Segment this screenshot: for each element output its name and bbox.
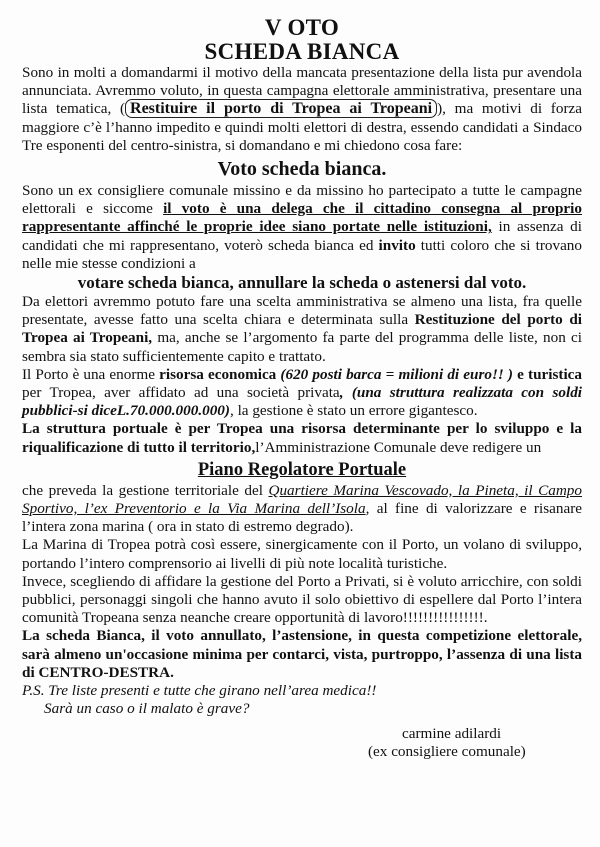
paragraph-gestione-territoriale xyxy=(22,482,582,537)
delega-underlined: il voto è una delega che il cittadino consegna al proprio rappresentante affinché le proprie idee siano portate nelle istituzioni, xyxy=(22,200,582,236)
paragraph-invece: Invece, scegliendo di affidare la gestione del Porto a Privati, si è voluto arricchire, con soldi pubblici, personaggi singoli che hanno avuto il solo obiettivo di espellere dal Porto l’intera comunità Tropeana senza neanche creare opportunità di lavoro!!!!!!!!!!!!!!!!. xyxy=(22,572,582,627)
title-line-2: SCHEDA BIANCA xyxy=(204,39,400,64)
missino-text-a: Sono un ex consigliere comunale missino e da missino ho partecipato a tutte le campagne elettorali e siccome xyxy=(22,182,582,218)
posti-barca-bold-italic: (620 posti barca = milioni di euro!! ) xyxy=(276,365,513,383)
turistica-bold: e turistica xyxy=(517,365,582,383)
missino-text-b: in assenza di candidati che mi rappresentano, voterò scheda bianca ed xyxy=(22,218,582,254)
boxed-list-name: Restituire il porto di Tropea ai Tropeani xyxy=(125,99,437,118)
porto-text-a: Il Porto è una enorme xyxy=(22,365,160,383)
heading-piano-regolatore: Piano Regolatore Portuale xyxy=(197,459,407,480)
struttura-bold-italic: , (una struttura realizzata con soldi pubblici-si diceL.70.000.000.000) xyxy=(22,384,583,420)
restituzione-bold: Restituzione del porto di Tropea ai Tropeani, xyxy=(22,311,582,347)
quartiere-italic-underlined: Quartiere Marina Vescovado, la Pineta, il Campo Sportivo, l’ex Preventorio e la Via Marina dell’Isola xyxy=(22,481,582,518)
paragraph-scheda-bianca-conclusion: La scheda Bianca, il voto annullato, l’astensione, in questa competizione elettorale, sarà almeno un'occasione minima per contarci, vista, purtroppo, l’assenza di una lista di CENTRO-DESTRA. xyxy=(22,627,582,681)
paragraph-marina: La Marina di Tropea potrà così essere, sinergicamente con il Porto, un volano di sviluppo, portando l’intero comprensorio ai livelli di più note località turistiche. xyxy=(22,536,582,572)
postscript-line-1: P.S. Tre liste presenti e tutte che girano nell’area medica!! xyxy=(22,682,377,700)
missino-text-c: tutti coloro che si trovano nelle mie stesse condizioni a xyxy=(22,236,582,272)
elettori-text-b: ma, anche se l’argomento fa parte del programma delle liste, non ci sembra sia stato sufficientemente capito e trattato. xyxy=(22,329,582,365)
paragraph-intro xyxy=(22,64,582,155)
title-line-1: V OTO xyxy=(264,15,340,40)
heading-votare: votare scheda bianca, annullare la scheda o astenersi dal voto. xyxy=(77,273,527,293)
porto-text-c: per Tropea, aver affidato ad una società privata xyxy=(22,384,340,402)
intro-text-b: ), ma motivi di forza maggiore c’è l’hanno impedito e quindi molti elettori di destra, essendo candidati a Sindaco Tre esponenti del centro-sinistra, si domandano e mi chiedono cosa fare: xyxy=(22,100,582,154)
gestione-text-a: che preveda la gestione territoriale del xyxy=(22,481,269,499)
struttura-bold: La struttura portuale è per Tropea una risorsa determinante per lo sviluppo e la riqualificazione di tutto il territorio, xyxy=(22,420,582,456)
heading-voto-scheda-bianca: Voto scheda bianca. xyxy=(217,158,387,181)
signature-name: carmine adilardi xyxy=(402,724,502,742)
signature-role: (ex consigliere comunale) xyxy=(368,742,526,760)
paragraph-porto-risorsa xyxy=(22,366,582,421)
intro-text-a: Sono in molti a domandarmi il motivo della mancata presentazione della lista pur avendola annunciata. Avremmo voluto, in questa campagna elettorale amministrativa, presentare una lista tematica, ( xyxy=(22,64,582,118)
porto-text-d: , la gestione è stato un errore gigantesco. xyxy=(229,402,478,420)
invito-bold: invito xyxy=(378,236,416,254)
elettori-text-a: Da elettori avremmo potuto fare una scelta amministrativa se almeno una lista, fra quelle presentate, avesse fatto una scelta chiara e determinata sulla xyxy=(22,293,582,329)
gestione-text-b: , al fine di valorizzare e risanare l’intera zona marina ( ora in stato di estremo degrado). xyxy=(22,500,582,536)
paragraph-struttura-portuale xyxy=(22,420,582,456)
paragraph-elettori xyxy=(22,293,582,366)
struttura-text-a: l’Amministrazione Comunale deve redigere un xyxy=(255,438,542,456)
paragraph-missino xyxy=(22,182,582,273)
postscript-line-2: Sarà un caso o il malato è grave? xyxy=(44,700,250,718)
risorsa-economica-bold: risorsa economica xyxy=(159,365,277,383)
